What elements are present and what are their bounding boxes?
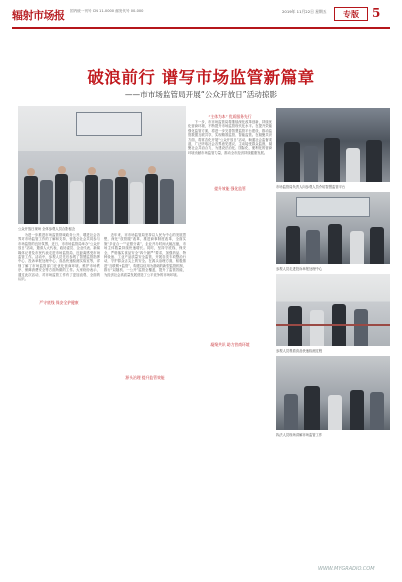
person-figure bbox=[284, 394, 298, 430]
person-figure bbox=[145, 174, 158, 224]
photo-platform-intro bbox=[276, 108, 390, 182]
photo-caption: 参观人员观看食品快速检测过程 bbox=[276, 349, 323, 353]
photo-group-visit bbox=[18, 106, 186, 224]
person-figure bbox=[40, 180, 53, 224]
article-text: 为进一步推进市场监管领域政务公开，增进社会各界对市场监管工作的了解和支持，营造全社会共同参与市场监管的良好氛围，近日，市市场监管局举办“公众开放日”活动，邀请人大代表、政协委员、企业代表、新闻媒体记者及市民代表走进市场监管局，近距离感受市场监管工作。活动中，参观人员先后参观了智慧监管指挥中心、投诉举报处理中心、食品快速检测实验室等，详细了解了市场监管部门在优化营商环境、维护市场秩序、保障消费安全等方面所做的工作。大家纷纷表示，通过此次活动，对市场监管工作有了更加直观、全面的认识。 bbox=[18, 233, 100, 282]
person-figure bbox=[328, 224, 342, 264]
person-figure bbox=[346, 148, 360, 182]
person-figure bbox=[115, 177, 128, 224]
person-figure bbox=[288, 306, 302, 346]
person-figure bbox=[100, 179, 113, 224]
lab-bench bbox=[276, 324, 390, 326]
person-figure bbox=[24, 176, 38, 224]
photo-caption: 执法人员现场讲解市场监管工作 bbox=[276, 433, 323, 437]
article-column-left bbox=[18, 233, 100, 555]
person-figure bbox=[160, 179, 174, 224]
photo-law-enforcement bbox=[276, 356, 390, 430]
section-heading: “主体为本” 优质服务先行 bbox=[208, 114, 252, 119]
person-head bbox=[118, 169, 126, 177]
section-heading: 凝聚共识 助力营商环境 bbox=[210, 342, 250, 347]
headline: 破浪前行 谱写市场监管新篇章 bbox=[87, 68, 315, 87]
photo-caption: 市场监管局负责人向参观人员介绍智慧监管平台 bbox=[276, 185, 346, 189]
subheadline: ——市市场监管局开展“公众开放日”活动掠影 bbox=[124, 90, 278, 99]
person-figure bbox=[366, 140, 382, 182]
person-figure bbox=[370, 227, 384, 264]
exhibit-board bbox=[76, 112, 142, 136]
person-figure bbox=[324, 138, 340, 182]
section-tag: 专版 bbox=[334, 7, 368, 21]
person-head bbox=[27, 168, 35, 176]
article-text: 近年来，市市场监管局坚持以人民为中心的发展思想，深化“放管服”改革，推进商事制度改革，全面实施“多证合一”“证照分离”，企业开办时间大幅压缩，市场主体数量持续快速增长。同时，坚持守底线、保安全，严格落实食品安全“四个最严”要求，加强药品、特种设备、工业产品质量安全监管，开展各类专项整治行动，守护群众舌尖上的安全。在源头治理方面，积极推进“互联网+监管”，构建以信用为基础的新型监管机制，推行“双随机、一公开”监管全覆盖，提升了监管效能，为经济社会高质量发展营造了公平竞争的市场环境。 bbox=[104, 233, 186, 277]
page-number: 5 bbox=[372, 6, 381, 20]
section-heading: 严守底线 保安全护健康 bbox=[39, 300, 79, 305]
section-heading: 提升效能 强化监管 bbox=[214, 186, 246, 191]
person-head bbox=[148, 166, 156, 174]
person-figure bbox=[304, 146, 318, 182]
person-figure bbox=[350, 231, 364, 264]
person-figure bbox=[286, 226, 300, 264]
person-figure bbox=[310, 310, 324, 346]
photo-caption: 公众开放日现场 全体参观人员合影留念 bbox=[18, 227, 76, 231]
screen-board bbox=[296, 197, 370, 217]
person-head bbox=[88, 167, 96, 175]
person-figure bbox=[55, 174, 68, 224]
watermark: WWW.MYGRADIO.COM bbox=[318, 566, 375, 572]
masthead-meta: 国内统一刊号 CN 11-0000 邮发代号 00-000 bbox=[70, 9, 144, 13]
person-figure bbox=[306, 230, 320, 264]
section-heading: 源头治理 提升监管效能 bbox=[125, 375, 165, 380]
person-figure bbox=[85, 175, 98, 224]
article-text: 下一步，市市场监管局将继续深化改革创新，持续优化营商环境，不断提升市场监管现代化水平。在提升效能强化监管方面，将进一步完善智慧监管平台建设，推动监管数据互联共享，实现精准监管、智能监管。在凝聚共识方面，将常态化开展“公众开放日”活动，畅通社会监督渠道，广泛听取社会各界意见建议，主动接受群众监督，凝聚社会共治合力，为建设法治化、国际化、便利化的营商环境贡献市场监管力量，推动全市经济持续健康发展。 bbox=[188, 120, 272, 155]
photo-complaint-center bbox=[276, 192, 390, 264]
person-figure bbox=[284, 142, 300, 182]
person-figure bbox=[350, 390, 364, 430]
page-header bbox=[0, 0, 402, 28]
header-rule bbox=[12, 27, 390, 29]
person-figure bbox=[130, 182, 143, 224]
photo-caption: 参观人员走进投诉举报处理中心 bbox=[276, 267, 323, 271]
person-figure bbox=[370, 392, 384, 430]
person-head bbox=[58, 166, 66, 174]
article-column-mid bbox=[104, 233, 186, 555]
person-figure bbox=[304, 386, 320, 430]
person-figure bbox=[70, 181, 83, 224]
masthead-logo: 辐射市场报 bbox=[12, 9, 65, 22]
person-figure bbox=[328, 395, 342, 430]
photo-food-testing bbox=[276, 274, 390, 346]
person-figure bbox=[354, 309, 368, 346]
issue-date: 2019年 11月22日 星期五 bbox=[282, 9, 327, 14]
